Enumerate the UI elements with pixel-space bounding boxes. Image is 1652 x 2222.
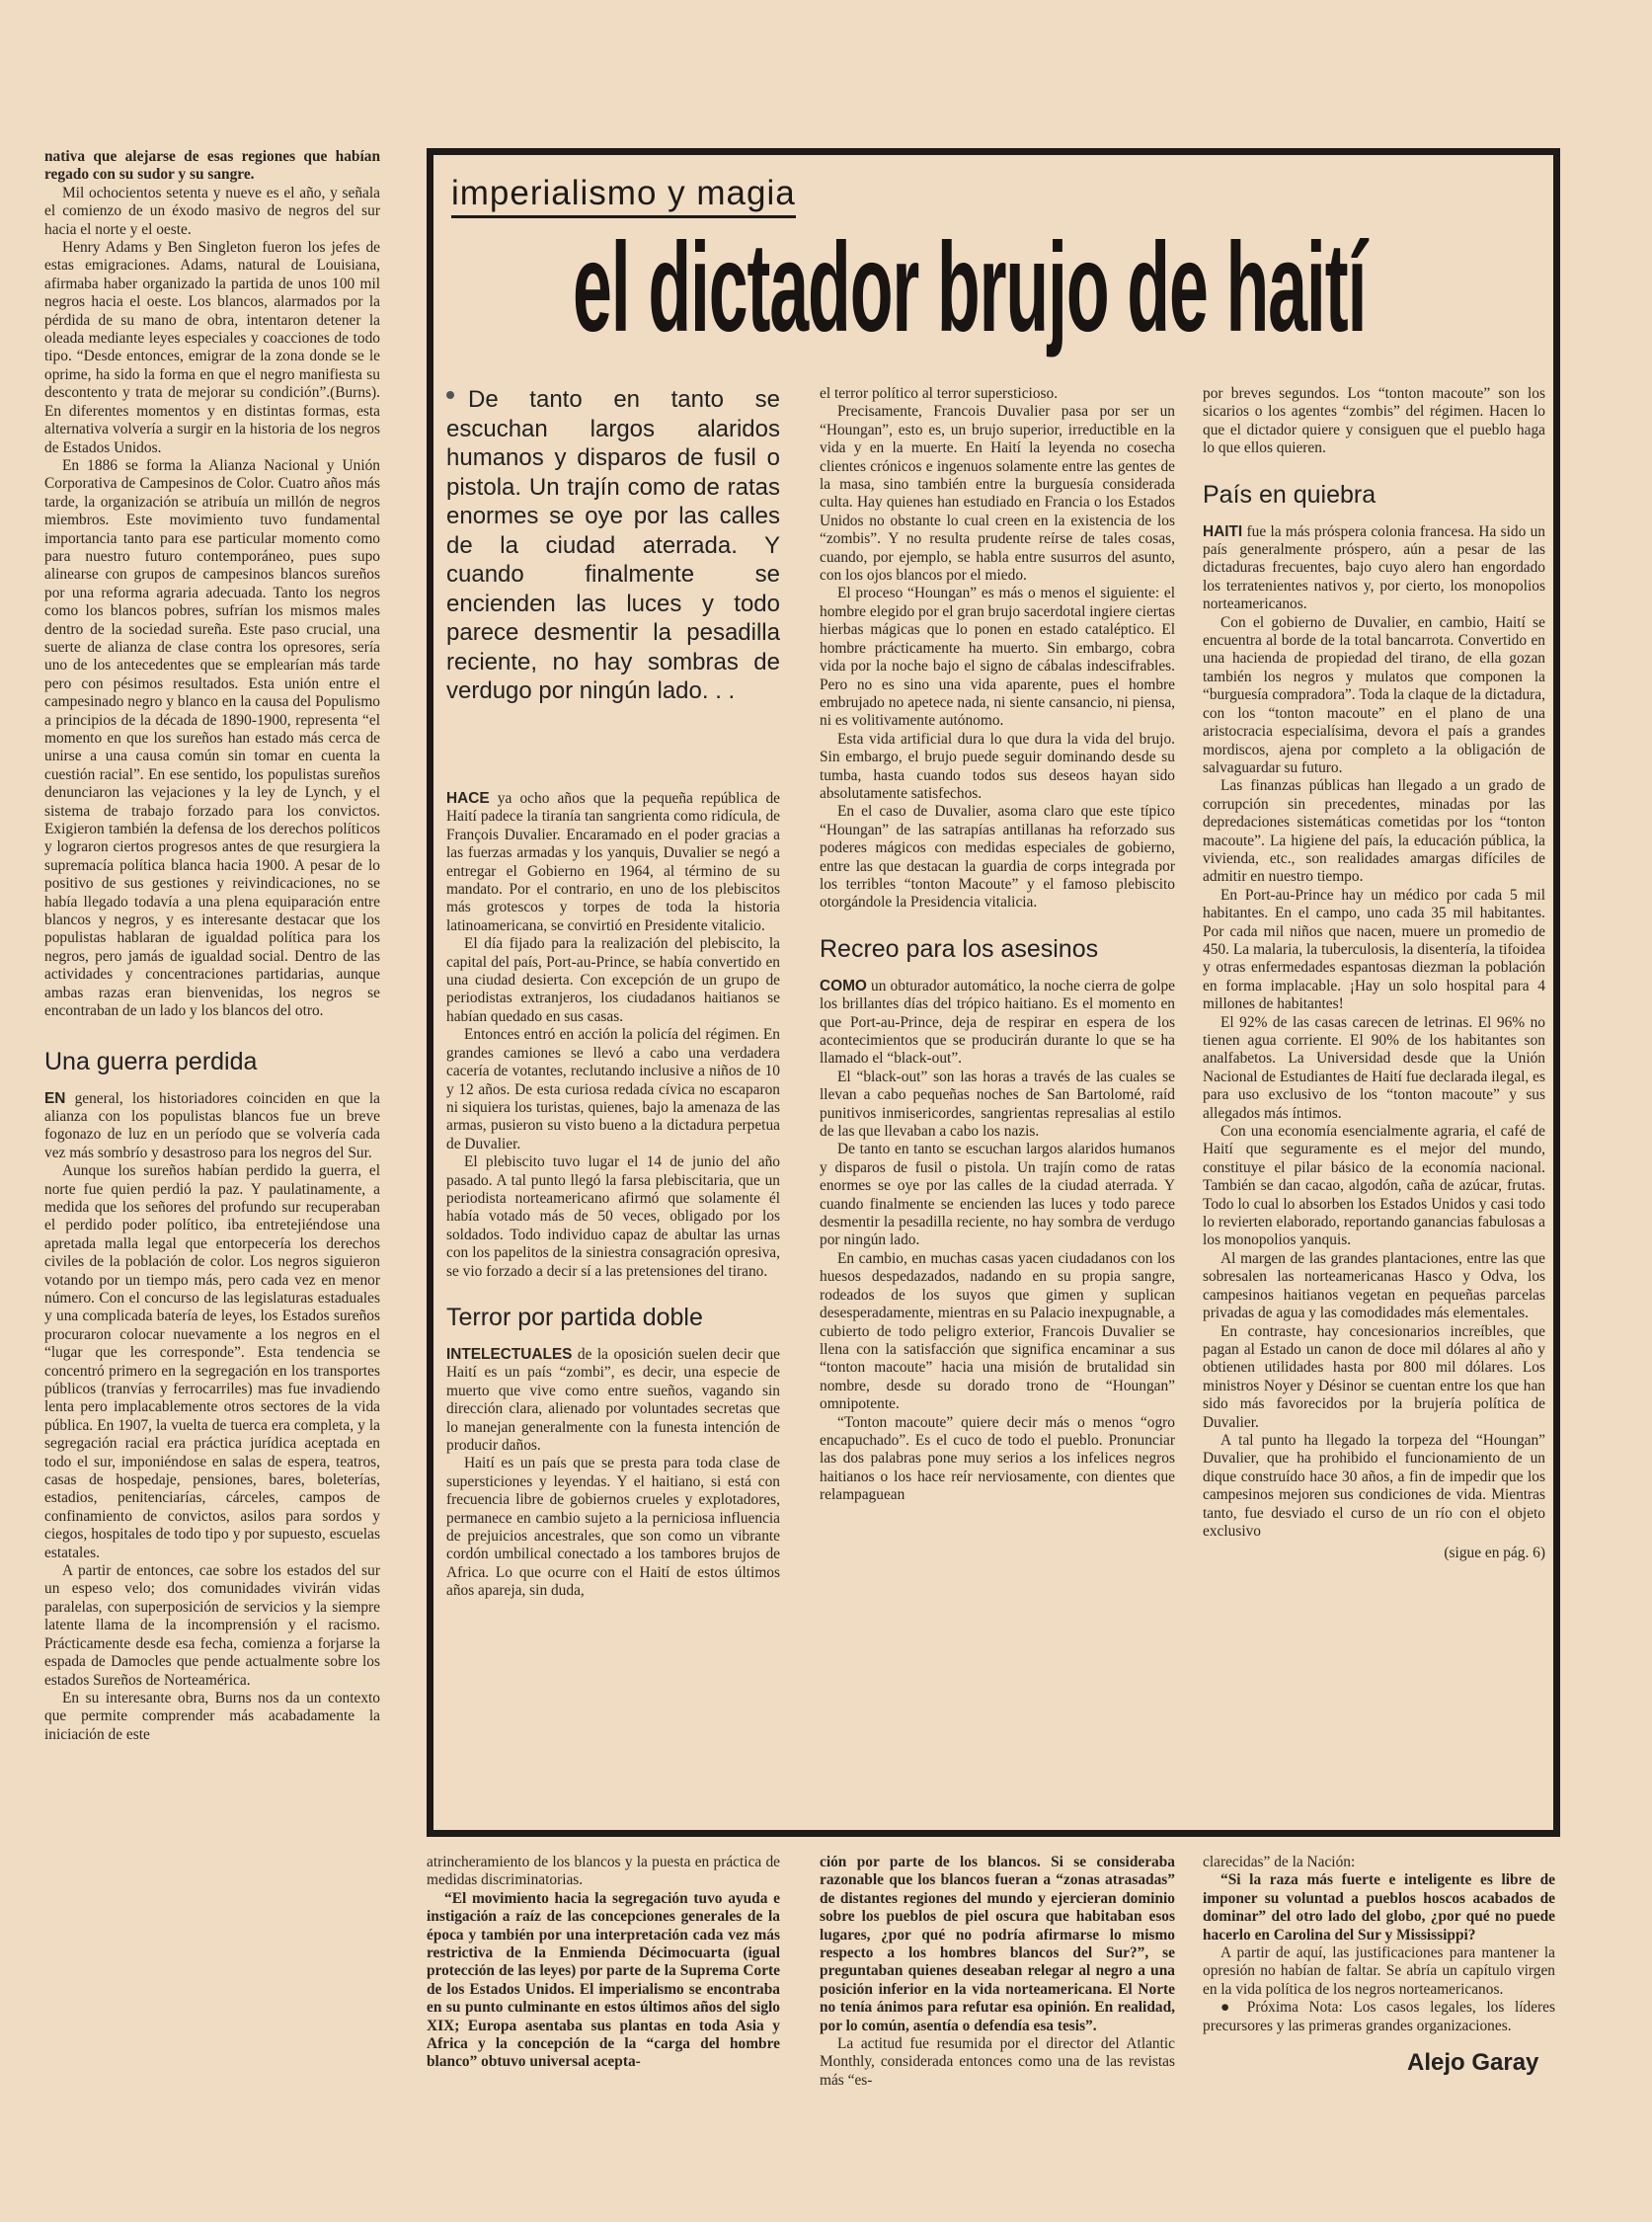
bottom-col2-paragraphs — [820, 1854, 1175, 2090]
pull-quote-text: De tanto en tanto se escuchan largos alaridos humanos y disparos de fusil o pistola. Un trajín como de ratas enormes se oye por las calles de la ciudad aterrada. Y cuando finalmente se encienden las luces y todo parece desmentir la pesadilla reciente, no hay sombras de verdugo por ningún lado. . . — [446, 386, 780, 704]
paragraph: Con el gobierno de Duvalier, en cambio, Haití se encuentra al borde de la total bancarrota. Convertido en una hacienda de propiedad del tirano, de ella gozan también los negros y mulatos que componen la “burguesía compradora”. Toda la claque de la dictadura, con los “tonton macoute” en el plano de una aristocracia especialísima, devora el país a grandes mordiscos, ajena por completo a la obligación de salvaguardar su futuro. — [1203, 613, 1545, 776]
paragraph: atrincheramiento de los blancos y la puesta en práctica de medidas discriminatorias. — [427, 1854, 780, 1889]
drop-cap-word: HACE — [446, 790, 490, 807]
paragraph: Entonces entró en acción la policía del régimen. En grandes camiones se llevó a cabo una verdadera cacería de votantes, reclutando inclusive a niños de 10 y 12 años. De esta curiosa redada cívica no escaparon ni siquiera los turistas, quienes, bajo la amenaza de las armas, pusieron su visto bueno a la dictadura perpetua de Duvalier. — [446, 1026, 780, 1152]
paragraph: ción por parte de los blancos. Si se consideraba razonable que los blancos fueran a “zonas atrasadas” de distantes regiones del mundo y ejercieran dominio sobre los pueblos de piel oscura que habitaban esos lugares, ¿por qué no podría afirmarse lo mismo respecto a los hombres blancos del Sur?”, se preguntaban quienes deseaban relegar al negro a una posición inferior en la vida norteamericana. El Norte no tenía ánimos para refutar esa opinión. En realidad, por lo común, asentía o defendía esa tesis”. — [820, 1854, 1175, 2034]
paragraph: El día fijado para la realización del plebiscito, la capital del país, Port-au-Prince, se había convertido en una ciudad desierta. Con excepción de un grupo de periodistas extranjeros, los ciudadanos haitianos se habían quedado en sus casas. — [446, 935, 780, 1025]
paragraph: En el caso de Duvalier, asoma claro que este típico “Houngan” de las satrapías antillanas ha reforzado sus poderes mágicos con medidas especiales de gobierno, entre las que destacan la guardia de corps integrada por los terribles “tonton Macoute” y el famoso plebiscito otorgándole la Presidencia vitalicia. — [820, 803, 1175, 912]
paragraph: clarecidas” de la Nación: — [1203, 1854, 1356, 1870]
paragraph: COMO un obturador automático, la noche cierra de golpe los brillantes días del trópico haitiano. Es el momento en que Port-au-Prince, deja de respirar en espera de los acontecimientos que se producirán durante lo que se ha llamado el “black-out”. — [820, 977, 1175, 1068]
article-col3-paragraphs-b — [1203, 523, 1545, 1542]
paragraph: HAITI fue la más próspera colonia francesa. Ha sido un país generalmente próspero, aún a pesar de las dictaduras frecuentes, bajo cuyo alero han engordado los terratenientes nativos y, por cierto, los monopolios norteamericanos. — [1203, 522, 1545, 613]
article-column-3 — [1203, 385, 1545, 1563]
article-col2-paragraphs-a — [820, 385, 1175, 913]
paragraph: El plebiscito tuvo lugar el 14 de junio del año pasado. A tal punto llegó la farsa plebiscitaria, que un periodista norteamericano afirmó que solamente él había votado más de 50 veces, obligado por los soldados. Todo individuo capaz de abultar las urnas con los papelitos de la siniestra consagración opresiva, se vio forzado a decir sí a las pretensiones del tirano. — [446, 1153, 780, 1280]
article-column-2 — [820, 385, 1175, 1505]
bottom-col3-paragraphs — [1203, 1854, 1555, 2035]
article-column-1 — [446, 790, 780, 1601]
left-column-paragraphs-b — [44, 1090, 380, 1745]
bullet-icon — [446, 391, 454, 399]
paragraph: “Tonton macoute” quiere decir más o menos “ogro encapuchado”. Es el cuco de todo el pueblo. Pronunciar las dos palabras pone muy serios a los infelices negros haitianos o los hace reír nerviosamente, con dientes que relampaguean — [820, 1413, 1175, 1504]
bottom-col1-paragraphs — [427, 1854, 780, 2072]
paragraph: En contraste, hay concesionarios increíbles, que pagan al Estado un canon de doce mil dólares al año y obtienen utilidades hasta por 800 mil dólares. Los ministros Noyer y Désinor se cuentan entre los que han sido más favorecidos por la brujería política de Duvalier. — [1203, 1322, 1545, 1431]
paragraph: De tanto en tanto se escuchan largos alaridos humanos y disparos de fusil o pistola. Un trajín como de ratas enormes se oye por las calles de la ciudad aterrada. Y cuando finalmente se encienden las luces y todo parece desmentir la pesadilla reciente, no hay sombra de verdugo por ningún lado. — [820, 1141, 1175, 1249]
left-column-paragraphs-a — [44, 148, 380, 1021]
paragraph: el terror político al terror supersticioso. — [820, 385, 1059, 402]
paragraph: ● Próxima Nota: Los casos legales, los líderes precursores y las primeras grandes organizaciones. — [1203, 1999, 1555, 2034]
paragraph: En su interesante obra, Burns nos da un contexto que permite comprender más acabadamente la iniciación de este — [44, 1689, 380, 1743]
section-heading-terror: Terror por partida doble — [446, 1303, 703, 1331]
continued-notice: (sigue en pág. 6) — [1444, 1545, 1545, 1562]
article-col3-paragraphs-a — [1203, 385, 1545, 458]
paragraph: El “black-out” son las horas a través de las cuales se llevan a cabo pequeñas noches de San Bartolomé, raíd punitivos inmisericordes, sangrientas represalias al estilo de las que llevaban a cabo los nazis. — [820, 1068, 1175, 1141]
article-kicker: imperialismo y magia — [451, 174, 796, 218]
bottom-column-2 — [820, 1854, 1175, 2090]
paragraph: Aunque los sureños habían perdido la guerra, el norte fue quien perdió la paz. Y paulatinamente, a medida que los señores del profundo sur recuperaban el perdido poder político, iba entretejiéndose una apretada malla legal que entorpecería los derechos civiles de la población de color. Los negros siguieron votando por un tiempo más, pero cada vez en menor número. Con el concurso de las legislaturas estaduales y una complicada batería de leyes, los Estados sureños procuraron colocar nuevamente a los negros en el “lugar que les corresponde”. Esta tendencia se concentró primero en la segregación en los transportes públicos (tranvías y ferrocarriles) mas fue invadiendo lenta pero implacablemente otros sectores de la vida pública. En 1907, la vuelta de tuerca era completa, y la segregación racial era práctica jurídica aceptada en todo el sur, imponiéndose en salas de espera, teatros, casas de hospedaje, pensiones, bares, boleterías, estadios, penitenciarías, cárceles, campos de confinamiento de convictos, asilos para sordos y ciegos, hospitales de todo tipo y por supuesto, escuelas estatales. — [44, 1162, 380, 1561]
paragraph: nativa que alejarse de esas regiones que habían regado con su sudor y su sangre. — [44, 148, 380, 184]
drop-cap-word: EN — [44, 1089, 66, 1107]
bottom-column-1 — [427, 1854, 780, 2072]
paragraph: Mil ochocientos setenta y nueve es el año, y señala el comienzo de un éxodo masivo de negros del sur hacia el norte y el oeste. — [44, 184, 380, 238]
paragraph: El 92% de las casas carecen de letrinas. El 96% no tienen agua corriente. El 90% de los habitantes son analfabetos. La Universidad desde que la Unión Nacional de Estudiantes de Haití fue declarada ilegal, es para uso exclusivo de los “tonton macoute” y sus allegados más íntimos. — [1203, 1013, 1545, 1122]
paragraph: En Port-au-Prince hay un médico por cada 5 mil habitantes. En el campo, uno cada 35 mil habitantes. Por cada mil niños que nacen, muere un promedio de 450. La malaria, la tuberculosis, la disentería, la tifoidea y otras enfermedades espantosas diezman la población en forma implacable. ¡Hay un solo hospital para 4 millones de habitantes! — [1203, 886, 1545, 1013]
paragraph: En 1886 se forma la Alianza Nacional y Unión Corporativa de Campesinos de Color. Cuatro años más tarde, la organización se atribuía un millón de negros miembros. Este movimiento tuvo fundamental importancia tanto para ese particular momento como para nuestro futuro contemporáneo, pues supo alinearse con grupos de campesinos blancos sureños por una reforma agraria adecuada. Tanto los negros como los blancos pobres, sufrían los mismos males dentro de la sociedad sureña. Este paso crucial, una suerte de alianza de clase contra los opresores, sería uno de los antecedentes que se emplearían más tarde pero con pésimos resultados. Esta unión entre el campesinado negro y blanco en la causa del Populismo a principios de la década de 1890-1900, representa “el momento en que los sureños han estado más cerca de unirse a una causa común sin tomar en cuenta la cuestión racial”. En ese sentido, los populistas sureños denunciaron las vejaciones y la ley de Lynch, y el sistema de trabajo forzado para los convictos. Exigieron también la defensa de los derechos políticos y lograron ciertos progresos antes de que resurgiera la supremacía política blanca hacia 1900. A pesar de lo positivo de sus gestiones y reivindicaciones, no se había llegado todavía a una plena equiparación entre blancos y negros, y es interesante destacar que los populistas hablaran de igualdad política para los negros, pero jamás de igualdad social. Dentro de las actividades y concentraciones partidarias, aunque ambas razas eran bienvenidas, los negros se encontraban de un lado y los blancos del otro. — [44, 456, 380, 1020]
paragraph: A partir de aquí, las justificaciones para mantener la opresión no habían de faltar. Se abría un capítulo virgen en la vida política de los negros norteamericanos. — [1203, 1944, 1555, 1998]
pull-quote — [446, 385, 780, 706]
drop-cap-word: COMO — [820, 977, 867, 994]
section-heading-recreo: Recreo para los asesinos — [820, 934, 1099, 963]
paragraph: A partir de entonces, cae sobre los estados del sur un espeso velo; dos comunidades vivirán vidas paralelas, con superposición de servicios y la siempre latente llama de la incomprensión y el racismo. Prácticamente desde esa fecha, comienza a forjarse la espada de Damocles que pende actualmente sobre los estados Sureños de Norteamérica. — [44, 1562, 380, 1689]
paragraph: Al margen de las grandes plantaciones, entre las que sobresalen las norteamericanas Hasco y Odva, los campesinos haitianos vegetan en pequeñas parcelas privadas de agua y las comodidades más elementales. — [1203, 1249, 1545, 1322]
paragraph: La actitud fue resumida por el director del Atlantic Monthly, considerada entonces como una de las revistas más “es- — [820, 2035, 1175, 2089]
section-heading-pais-en-quiebra: País en quiebra — [1203, 480, 1377, 509]
paragraph: Henry Adams y Ben Singleton fueron los jefes de estas emigraciones. Adams, natural de Louisiana, afirmaba haber organizado la partida de unos 100 mil negros hacia el oeste. Los blancos, alarmados por la pérdida de su mano de obra, intentaron detener la oleada mediante leyes especiales y coacciones de todo tipo. “Desde entonces, emigrar de la zona donde se le oprime, ha sido la forma en que el negro manifiesta su descontento y trata de mejorar su condición”.(Burns). En diferentes momentos y en distintas formas, esta alternativa volvería a surgir en la historia de los negros de Estados Unidos. — [44, 239, 380, 456]
paragraph: Haití es un país que se presta para toda clase de supersticiones y leyendas. Y el haitiano, si está con frecuencia libre de gobiernos crueles y explotadores, permanece en cambio sujeto a la perniciosa influencia de prejuicios ancestrales, que son como un vibrante cordón umbilical conectado a los tambores brujos de Africa. Lo que ocurre con el Haití de estos últimos años apareja, sin duda, — [446, 1455, 780, 1600]
paragraph: A tal punto ha llegado la torpeza del “Houngan” Duvalier, que ha prohibido el funcionamiento de un dique construído hace 30 años, a fin de impedir que los campesinos mejoren sus condiciones de vida. Mientras tanto, fue desviado el curso de un río con el objeto exclusivo — [1203, 1431, 1545, 1540]
paragraph: INTELECTUALES de la oposición suelen decir que Haití es un país “zombi”, es decir, una especie de muerto que vive como entre sueños, vagando sin dirección clara, alienado por voluntades secretas que lo manejan generalmente con la funesta intención de producir daños. — [446, 1345, 780, 1454]
drop-cap-word: INTELECTUALES — [446, 1345, 573, 1363]
paragraph: HACE ya ocho años que la pequeña república de Haití padece la tiranía tan sangrienta como ridícula, de François Duvalier. Encaramado en el poder gracias a las fuerzas armadas y los yanquis, Duvalier se negó a entregar el Gobierno en 1964, al término de su mandato. Por el contrario, en uno de los plebiscitos más grotescos y torpes de toda la historia latinoamericana, se convirtió en Presidente vitalicio. — [446, 790, 780, 934]
article-col1-paragraphs-b — [446, 1346, 780, 1601]
drop-cap-word: HAITI — [1203, 522, 1243, 540]
paragraph: En cambio, en muchas casas yacen ciudadanos con los huesos despedazados, nadando en su propia sangre, rodeados de los suyos que gimen y suplican desesperadamente, mientras en su Palacio inexpugnable, a cubierto de todo peligro exterior, Francois Duvalier se llena con la satisfacción que significa encaminar a sus “tonton macoute” hacia una misión de brutalidad sin nombre, desde su dorado trono de “Houngan” omnipotente. — [820, 1249, 1175, 1413]
paragraph: Las finanzas públicas han llegado a un grado de corrupción sin precedentes, minadas por las depredaciones sistemáticas cometidas por los “tonton macoute”. La higiene del país, la educación pública, la vivienda, etc., son realidades amargas difíciles de admitir en nuestro tiempo. — [1203, 777, 1545, 886]
article-col1-paragraphs-a — [446, 790, 780, 1281]
paragraph: Esta vida artificial dura lo que dura la vida del brujo. Sin embargo, el brujo puede seguir dominando desde su tumba, hasta cuando todos sus deseos hayan sido absolutamente satisfechos. — [820, 730, 1175, 802]
paragraph: El proceso “Houngan” es más o menos el siguiente: el hombre elegido por el gran brujo sacerdotal ingiere ciertas hierbas mágicas que lo ponen en estado cataléptico. El hombre prácticamente ha muerto. Sin embargo, cobra vida por la noche bajo el signo de cábalas indescifrables. Pero no es sino una vida aparente, pues el hombre embrujado no apetece nada, ni siente cansancio, ni piensa, ni es volitivamente autónomo. — [820, 585, 1175, 730]
paragraph: Precisamente, Francois Duvalier pasa por ser un “Houngan”, esto es, un brujo superior, irreductible en la vida y en la muerte. En Haití la leyenda no cosecha clientes crónicos e ingenuos solamente entre las gentes de la masa, sino también entre la burguesía considerada culta. Hay quienes han estudiado en Francia o los Estados Unidos no obstante lo cual creen en la existencia de los “zombis”. Y no resulta prudente reírse de tales cosas, cuando, por ejemplo, se habla entre susurros del asunto, con los ojos blancos por el miedo. — [820, 403, 1175, 585]
author-signature: Alejo Garay — [1407, 2049, 1539, 2076]
paragraph: “El movimiento hacia la segregación tuvo ayuda e instigación a raíz de las concepciones generales de la época y también por una interpretación cada vez más restrictiva de la Enmienda Décimocuarta (igual protección de las leyes) por parte de la Suprema Corte de los Estados Unidos. El imperialismo se encontraba en su punto culminante en estos últimos años del siglo XIX; Europa asentaba sus plantas en toda Asia y Africa y la concepción de la “carga del hombre blanco” obtuvo universal acepta- — [427, 1889, 780, 2071]
article-title: el dictador brujo de haití — [573, 217, 1367, 358]
paragraph: EN general, los historiadores coinciden en que la alianza con los populistas blancos fue un breve fogonazo de luz en un período que se volvería cada vez más sombrío y desastroso para los negros del Sur. — [44, 1089, 380, 1161]
paragraph: por breves segundos. Los “tonton macoute” son los sicarios o los agentes “zombis” del régimen. Hacen lo que el dictador quiere y consiguen que el pueblo haga lo que ellos quieren. — [1203, 385, 1545, 457]
section-heading-una-guerra-perdida: Una guerra perdida — [44, 1047, 258, 1075]
paragraph: “Si la raza más fuerte e inteligente es libre de imponer su voluntad a pueblos hoscos acabados de dominar” del otro lado del globo, ¿por qué no puede hacerlo en Carolina del Sur y Mississippi? — [1203, 1871, 1555, 1944]
article-col2-paragraphs-b — [820, 978, 1175, 1505]
left-column — [44, 148, 380, 1744]
paragraph: Con una economía esencialmente agraria, el café de Haití que seguramente es el mejor del mundo, constituye el pilar básico de la economía nacional. También se dan cacao, algodón, caña de azúcar, frutas. Todo lo cual lo absorben los Estados Unidos y casi todo lo revierten elaborado, reportando ganancias fabulosas a los monopolios yanquis. — [1203, 1123, 1545, 1249]
bottom-column-3 — [1203, 1854, 1555, 2035]
